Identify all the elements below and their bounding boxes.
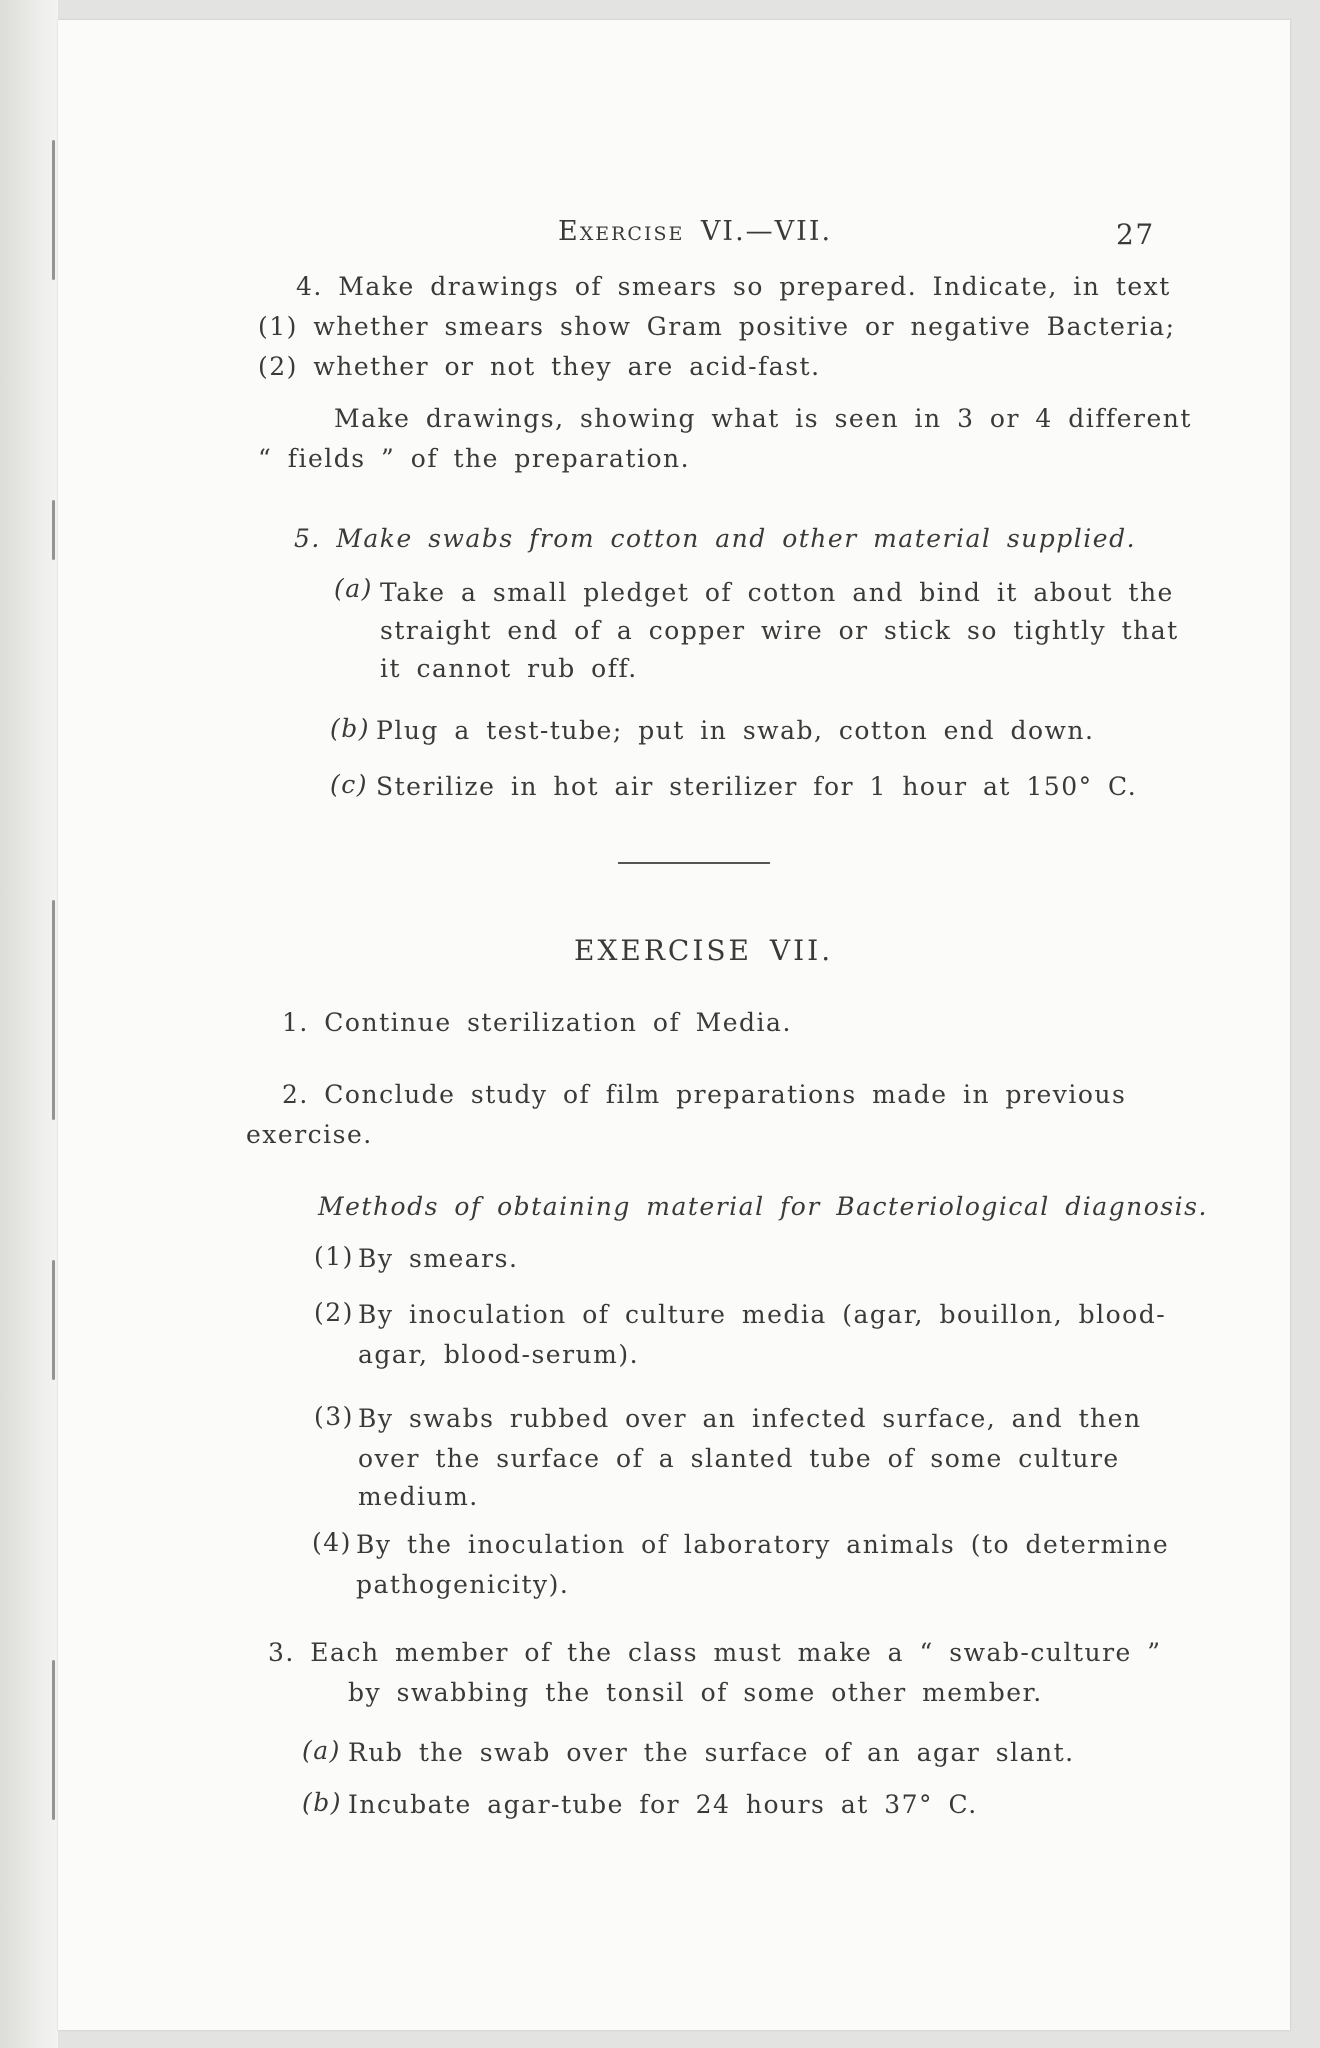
method3-line1: By swabs rubbed over an infected surface, and then: [358, 1404, 1142, 1433]
section-divider: [618, 862, 770, 864]
running-head: Exercise VI.—VII.: [558, 216, 833, 247]
method1-text: By smears.: [358, 1244, 519, 1273]
item5-title: 5. Make swabs from cotton and other material supplied.: [294, 524, 1137, 553]
book-page: [58, 20, 1290, 2030]
item4-line1: 4. Make drawings of smears so prepared. Indicate, in text: [296, 272, 1171, 301]
item5-c-label: (c): [330, 770, 369, 799]
page-content: [58, 20, 1290, 2030]
book-gutter: [0, 0, 58, 2048]
method4-line2: pathogenicity).: [356, 1570, 570, 1599]
binding-mark: [52, 140, 55, 280]
binding-mark: [52, 1660, 55, 1820]
method2-label: (2): [314, 1298, 354, 1327]
page-number: 27: [1116, 218, 1155, 251]
vii-item1: 1. Continue sterilization of Media.: [282, 1008, 792, 1037]
item3-b-label: (b): [302, 1788, 343, 1817]
item5-a-label: (a): [334, 574, 373, 603]
item5-a-line2: straight end of a copper wire or stick so tightly that: [380, 616, 1179, 645]
binding-mark: [52, 1260, 55, 1380]
item4-para2-line1: Make drawings, showing what is seen in 3 or 4 different: [334, 404, 1192, 433]
binding-mark: [52, 900, 55, 1120]
item5-b-label: (b): [330, 714, 371, 743]
method3-line3: medium.: [358, 1482, 479, 1511]
method2-line2: agar, blood-serum).: [358, 1340, 640, 1369]
method3-line2: over the surface of a slanted tube of some culture: [358, 1444, 1120, 1473]
item3-a-label: (a): [302, 1736, 341, 1765]
method3-label: (3): [314, 1402, 354, 1431]
item3-a-text: Rub the swab over the surface of an agar slant.: [348, 1738, 1075, 1767]
item3-b-text: Incubate agar-tube for 24 hours at 37° C.: [348, 1790, 978, 1819]
vii-item3-line1: 3. Each member of the class must make a “ swab-culture ”: [268, 1638, 1162, 1667]
item5-a-line1: Take a small pledget of cotton and bind it about the: [380, 578, 1174, 607]
method2-line1: By inoculation of culture media (agar, bouillon, blood-: [358, 1300, 1167, 1329]
item4-line3: (2) whether or not they are acid-fast.: [258, 352, 821, 381]
item5-b-text: Plug a test-tube; put in swab, cotton end down.: [376, 716, 1095, 745]
item5-a-line3: it cannot rub off.: [380, 654, 638, 683]
exercise-vii-heading: EXERCISE VII.: [574, 934, 834, 967]
item4-line2: (1) whether smears show Gram positive or negative Bacteria;: [258, 312, 1176, 341]
item5-c-text: Sterilize in hot air sterilizer for 1 hour at 150° C.: [376, 772, 1138, 801]
vii-item3-line2: by swabbing the tonsil of some other member.: [348, 1678, 1043, 1707]
method1-label: (1): [314, 1242, 354, 1271]
method4-label: (4): [312, 1528, 352, 1557]
method4-line1: By the inoculation of laboratory animals (to determine: [356, 1530, 1170, 1559]
vii-item2-line1: 2. Conclude study of film preparations made in previous: [282, 1080, 1127, 1109]
binding-mark: [52, 500, 55, 560]
vii-item2-line2: exercise.: [246, 1120, 373, 1149]
item4-para2-line2: “ fields ” of the preparation.: [258, 444, 691, 473]
methods-title: Methods of obtaining material for Bacteriological diagnosis.: [318, 1192, 1208, 1221]
